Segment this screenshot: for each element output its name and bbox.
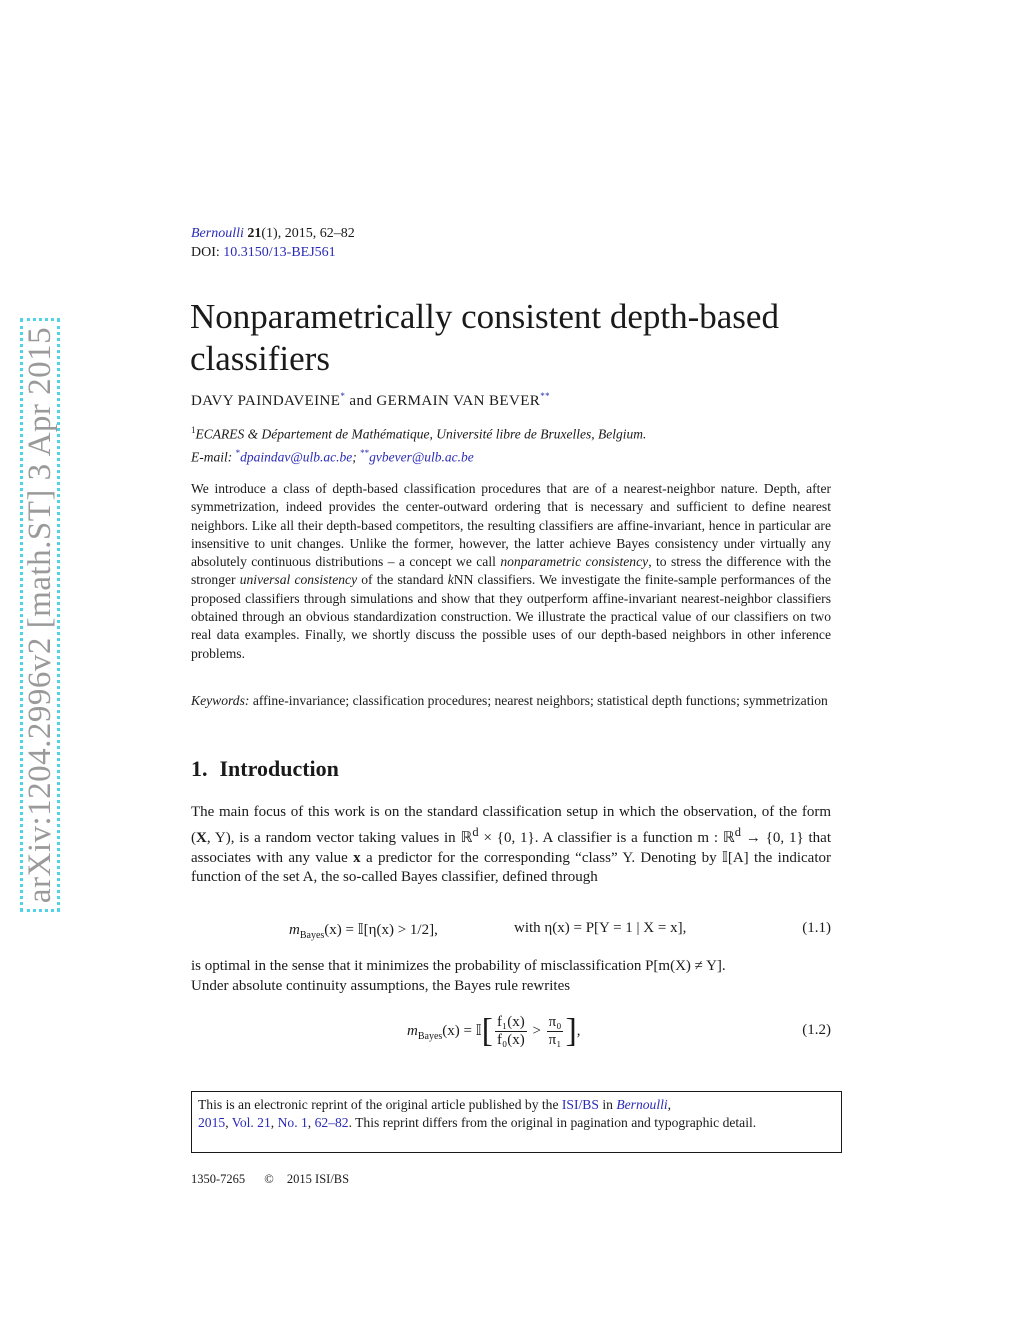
affiliation-text: ECARES & Département de Mathématique, Université libre de Bruxelles, Belgium.	[195, 426, 647, 442]
intro-text-2: , Y), is a random vector taking values in ℝ	[206, 829, 473, 846]
eq2-lhs: (x) = 𝕀	[442, 1022, 482, 1039]
doi-label: DOI:	[191, 245, 220, 260]
email-label: E-mail:	[191, 449, 233, 464]
author-1: DAVY PAINDAVEINE	[191, 393, 341, 409]
eq2-frac-2	[547, 1014, 564, 1049]
intro-sup-d-1: d	[472, 824, 479, 839]
copyright-icon: ©	[264, 1172, 274, 1186]
intro-paragraph-2	[191, 957, 831, 997]
eq2-comma: ,	[576, 1022, 581, 1039]
abstract-text-3: of the standard	[357, 572, 448, 588]
intro-sup-d-2: d	[734, 824, 742, 839]
reprint-year-link[interactable]: 2015	[198, 1115, 226, 1131]
eq1-lhs: (x) = 𝕀[η(x) > 1/2],	[324, 922, 438, 938]
eq2-sub: Bayes	[417, 1030, 443, 1042]
abstract-emph-universal: universal consistency	[239, 572, 358, 588]
intro2-line-2: Under absolute continuity assumptions, the Bayes rule rewrites	[191, 977, 571, 994]
reprint-text-4: . This reprint differs from the original in pagination and typographic detail.	[348, 1115, 757, 1131]
footer	[191, 1172, 349, 1187]
reprint-comma-1: ,	[225, 1115, 232, 1131]
email-2-link[interactable]: gvbever@ulb.ac.be	[369, 449, 474, 464]
authors	[191, 391, 550, 410]
reprint-text-2: in	[598, 1097, 617, 1112]
eq2-frac-1	[495, 1014, 527, 1049]
footer-issn: 1350-7265	[191, 1172, 246, 1186]
reprint-number-link[interactable]: No. 1	[277, 1115, 308, 1131]
intro-bold-x: x	[353, 849, 361, 866]
eq2-m: m	[407, 1022, 418, 1039]
paper-title: Nonparametrically consistent depth-based classifiers	[190, 297, 779, 378]
abstract-emph-nonparametric: nonparametric consistency	[500, 554, 649, 570]
keywords	[191, 692, 831, 710]
keywords-label: Keywords:	[191, 693, 250, 708]
eq2-number: (1.2)	[802, 1022, 831, 1038]
eq1-sub: Bayes	[299, 930, 325, 941]
equation-1-1	[191, 920, 831, 942]
doi-link[interactable]: 10.3150/13-BEJ561	[223, 245, 336, 260]
author-2-mark: **	[540, 391, 550, 401]
equation-1-2: $m_{Bayes}(x)$ = 𝕀[ $\frac{\text{f₁(x)}}{\text{f₀(x)}}$ > $\frac{\text{π₀}}{\text{π₁}}$ ], (1.2)	[407, 1012, 831, 1050]
reprint-volume-link[interactable]: Vol. 21	[231, 1115, 271, 1131]
journal-volume: 21	[247, 226, 262, 241]
reprint-comma-2: ,	[270, 1115, 278, 1131]
reprint-text-3: ,	[667, 1097, 672, 1112]
section-heading	[191, 756, 339, 782]
intro-paragraph	[191, 803, 831, 888]
abstract-text-4: NN classifiers. We investigate the finite-sample performances of the proposed classifiers through simulations and show that they outperform affine-invariant nearest-neighbor classifiers obtained through an obvious standardization construction. We illustrate the practical value of our classifiers on two real data examples. Finally, we shortly discuss the possible uses of our depth-based neighbors in other inference problems.	[191, 572, 831, 661]
abstract-k: k	[447, 572, 454, 588]
eq2-gt: >	[532, 1022, 541, 1039]
author-2: GERMAIN VAN BEVER	[376, 393, 541, 409]
abstract-text-2: , to stress the difference with the stronger	[191, 554, 832, 588]
arxiv-stamp	[20, 318, 60, 912]
doi-line	[191, 243, 336, 263]
section-number: 1.	[191, 756, 208, 781]
eq1-with: with η(x) = P[Y = 1 | X = x],	[514, 920, 687, 936]
eq2-num-1: f₁(x)	[496, 1014, 525, 1030]
reprint-text-1: This is an electronic reprint of the original article published by the	[198, 1097, 562, 1112]
email-1-link[interactable]: dpaindav@ulb.ac.be	[240, 449, 353, 464]
reprint-notice-box	[191, 1091, 842, 1153]
section-title: Introduction	[219, 756, 339, 781]
abstract	[191, 480, 831, 663]
abstract-text-1: We introduce a class of depth-based classification procedures that are of a nearest-neighbor nature. Depth, after symmetrization, indeed provides the center-outward ordering that is necessary and sufficient to define nearest neighbors. Like all their depth-based competitors, the resulting classifiers are affine-invariant, hence in particular are insensitive to unit changes. Unlike the former, however, the latter achieve Bayes consistency under virtually any absolutely continuous distributions – a concept we call	[191, 481, 831, 570]
intro-bold-X: X	[196, 829, 207, 846]
reprint-comma-3: ,	[307, 1115, 315, 1131]
footer-copyright-text: 2015 ISI/BS	[286, 1172, 350, 1186]
eq1-number: (1.1)	[802, 920, 831, 936]
affiliation	[191, 421, 646, 466]
eq2-den-1: f₀(x)	[496, 1032, 525, 1048]
affiliation-mark: 1	[191, 425, 196, 435]
email-2-mark: **	[360, 447, 370, 458]
intro-text-1: The main focus of this work is on the standard classification setup in which the observation, of the form (	[191, 804, 831, 846]
journal-name-link[interactable]: Bernoulli	[191, 226, 244, 241]
journal-issue: (1), 2015, 62–82	[261, 226, 355, 241]
reprint-pages-link[interactable]: 62–82	[314, 1115, 349, 1131]
intro-text-5: a predictor for the corresponding “class” Y. Denoting by 𝕀[A] the indicator function of the set A, the so-called Bayes classifier, defined through	[191, 849, 831, 886]
eq2-num-2: π₀	[548, 1014, 562, 1030]
intro-text-3: × {0, 1}. A classifier is a function m : ℝ	[478, 829, 735, 846]
eq1-m: m	[289, 922, 300, 938]
author-1-mark: *	[340, 391, 346, 401]
author-and: and	[349, 393, 373, 409]
intro-text-4: → {0, 1} that associates with any value	[191, 829, 831, 866]
email-1-mark: *	[235, 447, 241, 458]
reprint-isi-link[interactable]: ISI/BS	[561, 1097, 599, 1112]
keywords-text: affine-invariance; classification procedures; nearest neighbors; statistical depth functions; symmetrization	[252, 693, 828, 708]
eq2-den-2: π₁	[548, 1032, 562, 1048]
reprint-journal-link[interactable]: Bernoulli	[616, 1097, 668, 1112]
arxiv-stamp-text: arXiv:1204.2996v2 [math.ST] 3 Apr 2015	[20, 318, 60, 912]
journal-citation	[191, 224, 355, 244]
intro2-line-1: is optimal in the sense that it minimizes the probability of misclassification P[m(X) ≠ Y].	[191, 958, 726, 974]
email-separator: ;	[352, 449, 357, 464]
